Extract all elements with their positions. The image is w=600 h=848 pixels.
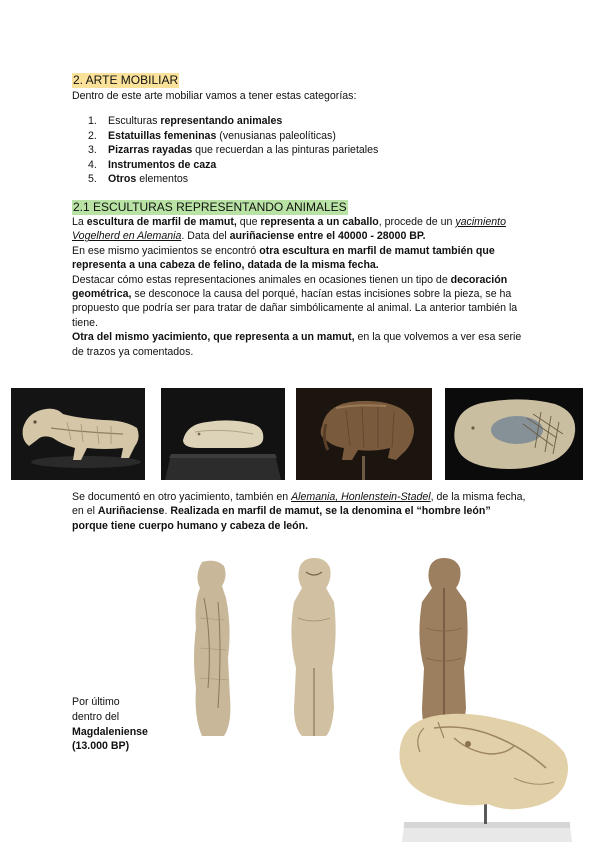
list-item: 1. Esculturas representando animales <box>88 115 283 127</box>
section-intro: Dentro de este arte mobiliar vamos a tener estas categorías: <box>72 90 357 102</box>
animal-sculptures-text: La escultura de marfil de mamut, que representa a un caballo, procede de un yacimiento Vogelherd en Alemania. Data del auriñaciense entre el 40000 - 28000 BP. En ese mismo yacimientos se encontró otra escultura en marfil de mamut también que representa a una cabeza de felino, datada de la misma fecha. Destacar cómo estas representaciones animales en ocasiones tienen un tipo de decoración geométrica, se desconoce la causa del porqué, hacían estas incisiones sobre la pieza, se ha propuesto que podría ser para tratar de dañar simbólicamente al animal. La anterior también la tiene. Otra del mismo yacimiento, que representa a un mamut, en la que volvemos a ver esa serie de trazos ya comentados. <box>72 216 522 358</box>
lion-man-figure-side <box>178 558 248 738</box>
feline-head-photo <box>161 388 285 480</box>
mammoth-sculpture-photo <box>296 388 432 480</box>
lion-man-text: Se documentó en otro yacimiento, también en Alemania, Honlenstein-Stadel, de la misma fecha, en el Auriñaciense. Realizada en marfil de mamut, se la denomina el “hombre león” porque tiene cuerpo humano y cabeza de león. <box>72 491 526 532</box>
bison-carving-photo <box>394 708 576 842</box>
final-note: Por último dentro del Magdaleniense (13.000 BP) <box>72 696 148 753</box>
lion-man-figure-front <box>276 558 352 738</box>
category-list <box>88 114 378 187</box>
list-item: 2. Estatuillas femeninas (venusianas paleolíticas) <box>88 129 336 142</box>
site-link-vogelherd[interactable]: yacimiento Vogelherd en Alemania <box>72 216 506 243</box>
horse-sculpture-photo <box>11 388 145 480</box>
decorated-mammoth-photo <box>445 388 583 480</box>
list-item: 3. Pizarras rayadas que recuerdan a las pinturas parietales <box>88 144 379 157</box>
section-title-arte-mobiliar: 2. ARTE MOBILIAR <box>73 73 179 87</box>
site-link-hohlenstein[interactable]: Alemania, Honlenstein-Stadel <box>291 491 431 503</box>
list-item: 5. Otros elementos <box>88 173 189 186</box>
list-item: 4. Instrumentos de caza <box>88 158 217 171</box>
section-title-esculturas: 2.1 ESCULTURAS REPRESENTANDO ANIMALES <box>73 200 347 214</box>
